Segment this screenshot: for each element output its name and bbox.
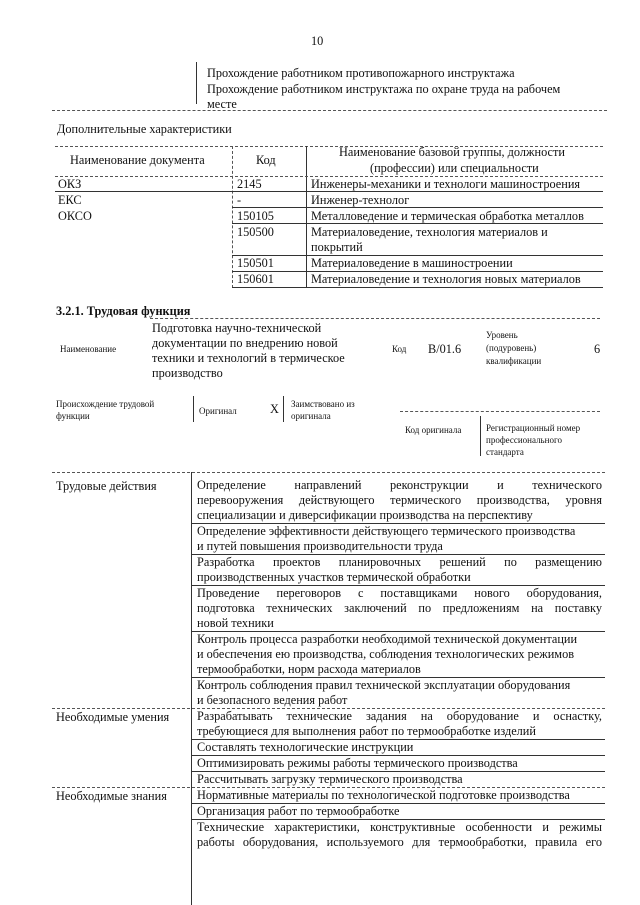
function-name-line3: техники и технологий в термическое: [152, 351, 345, 365]
row-name-3b: покрытий: [311, 240, 363, 254]
function-name-line4: производство: [152, 366, 223, 380]
row-code-150500: 150500: [237, 225, 274, 239]
code-value: B/01.6: [428, 342, 462, 356]
function-name-line2: документации по внедрению новой: [152, 336, 338, 350]
details-table-top-border: [52, 472, 605, 473]
labor-action-6-line2: и безопасного ведения работ: [197, 693, 348, 707]
labor-actions-label: Трудовые действия: [56, 479, 157, 493]
level-value: 6: [594, 342, 601, 356]
skill-1-line2: требующиеся для выполнения работ по термообработке изделий: [197, 724, 536, 738]
row-separator: [232, 223, 603, 224]
skill-4: Рассчитывать загрузку термического производства: [197, 772, 463, 786]
skills-label: Необходимые умения: [56, 710, 170, 724]
level-label-3: квалификации: [486, 356, 542, 366]
level-label-1: Уровень: [486, 330, 518, 340]
header-name-line2: (профессии) или специальности: [370, 161, 539, 175]
additional-col-divider-1: [232, 146, 233, 288]
skill-3: Оптимизировать режимы работы термического производства: [197, 756, 518, 770]
reg-number-label-2: профессионального: [486, 435, 562, 445]
row-doc-okso: ОКСО: [58, 209, 92, 223]
knowledge-label: Необходимые знания: [56, 789, 167, 803]
top-table-border: [196, 62, 197, 104]
header-code: Код: [256, 153, 276, 167]
knowledge-3-line1: Технические характеристики, конструктивные особенности и режимы: [197, 820, 602, 834]
borrowed-label-1: Заимствовано из: [291, 399, 355, 409]
row-name-0: Инженеры-механики и технологи машиностроения: [311, 177, 581, 191]
skill-1-line1: Разрабатывать технические задания на оборудование и оснастку,: [197, 709, 602, 723]
row-name-5: Материаловедение и технология новых материалов: [311, 272, 581, 286]
row-name-2: Металловедение и термическая обработка металлов: [311, 209, 584, 223]
origin-cell-border: [283, 396, 284, 422]
skill-2: Составлять технологические инструкции: [197, 740, 414, 754]
additional-heading: Дополнительные характеристики: [57, 122, 232, 136]
knowledge-2: Организация работ по термообработке: [197, 804, 400, 818]
header-name-line1: Наименование базовой группы, должности: [339, 145, 565, 159]
function-heading-line: [150, 318, 600, 319]
row-name-1: Инженер-технолог: [311, 193, 410, 207]
reg-number-label-1: Регистрационный номер: [486, 423, 581, 433]
origin-label-2: функции: [56, 411, 90, 421]
top-item-2: Прохождение работником инструктажа по охране труда на рабочем: [207, 82, 561, 96]
labor-action-4-line2: подготовка технических заключений по предложениям на поставку: [197, 601, 602, 615]
top-table-bottom-border: [52, 110, 607, 111]
additional-table-bottom-border: [232, 287, 603, 288]
top-item-3: месте: [207, 97, 237, 111]
row-doc-eks: ЕКС: [58, 193, 82, 207]
row-code-150501: 150501: [237, 256, 274, 270]
row-name-4: Материаловедение в машиностроении: [311, 256, 513, 270]
labor-action-3-line2: производственных участков термической обработки: [197, 570, 471, 584]
row-separator: [55, 191, 603, 192]
origin-cell-border: [193, 396, 194, 422]
row-name-3a: Материаловедение, технология материалов и: [311, 225, 548, 239]
top-item-1: Прохождение работником противопожарного инструктажа: [207, 66, 515, 80]
original-mark: X: [270, 402, 279, 416]
labor-action-5-line2: и обеспечения ею производства, соблюдения технологических режимов: [197, 647, 575, 661]
code-label: Код: [392, 344, 407, 354]
function-name-line1: Подготовка научно-технической: [152, 321, 322, 335]
reg-number-label-3: стандарта: [486, 447, 524, 457]
row-code-2145: 2145: [237, 177, 262, 191]
row-doc-okz: ОКЗ: [58, 177, 82, 191]
function-heading: 3.2.1. Трудовая функция: [56, 304, 191, 318]
details-col-divider: [191, 472, 192, 905]
row-code-150601: 150601: [237, 272, 274, 286]
page-number: 10: [311, 34, 324, 48]
labor-action-6-line1: Контроль соблюдения правил технической эксплуатации оборудования: [197, 678, 571, 692]
labor-action-1-line3: специализации и диверсификации производства на перспективу: [197, 508, 533, 522]
knowledge-1: Нормативные материалы по технологической подготовке производства: [197, 788, 570, 802]
labor-action-2-line1: Определение эффективности действующего термического производства: [197, 524, 576, 538]
labor-action-4-line3: новой техники: [197, 616, 274, 630]
row-code-150105: 150105: [237, 209, 274, 223]
row-separator: [232, 207, 603, 208]
labor-action-5-line1: Контроль процесса разработки необходимой технической документации: [197, 632, 578, 646]
name-label: Наименование: [60, 344, 117, 354]
origin-label-1: Происхождение трудовой: [56, 399, 155, 409]
original-label: Оригинал: [199, 406, 237, 416]
borrowed-label-2: оригинала: [291, 411, 331, 421]
labor-action-3-line1: Разработка проектов планировочных решений по размещению: [197, 555, 602, 569]
knowledge-3-line2: работы оборудования, используемого для термообработки, правила его: [197, 835, 602, 849]
origin-row-line: [400, 411, 600, 412]
level-label-2: (подуровень): [486, 343, 537, 353]
code-original-label: Код оригинала: [405, 425, 462, 435]
labor-action-5-line3: термообработки, норм расхода материалов: [197, 662, 421, 676]
labor-action-4-line1: Проведение переговоров с поставщиками нового оборудования,: [197, 586, 602, 600]
origin-cell-border: [480, 416, 481, 456]
labor-action-1-line2: перевооружения действующего термического производства, уровня: [197, 493, 602, 507]
additional-col-divider-2: [306, 146, 307, 288]
row-code-dash: -: [237, 193, 242, 207]
header-document: Наименование документа: [70, 153, 205, 167]
labor-action-2-line2: и путей повышения производительности труда: [197, 539, 443, 553]
labor-action-1-line1: Определение направлений реконструкции и технического: [197, 478, 602, 492]
